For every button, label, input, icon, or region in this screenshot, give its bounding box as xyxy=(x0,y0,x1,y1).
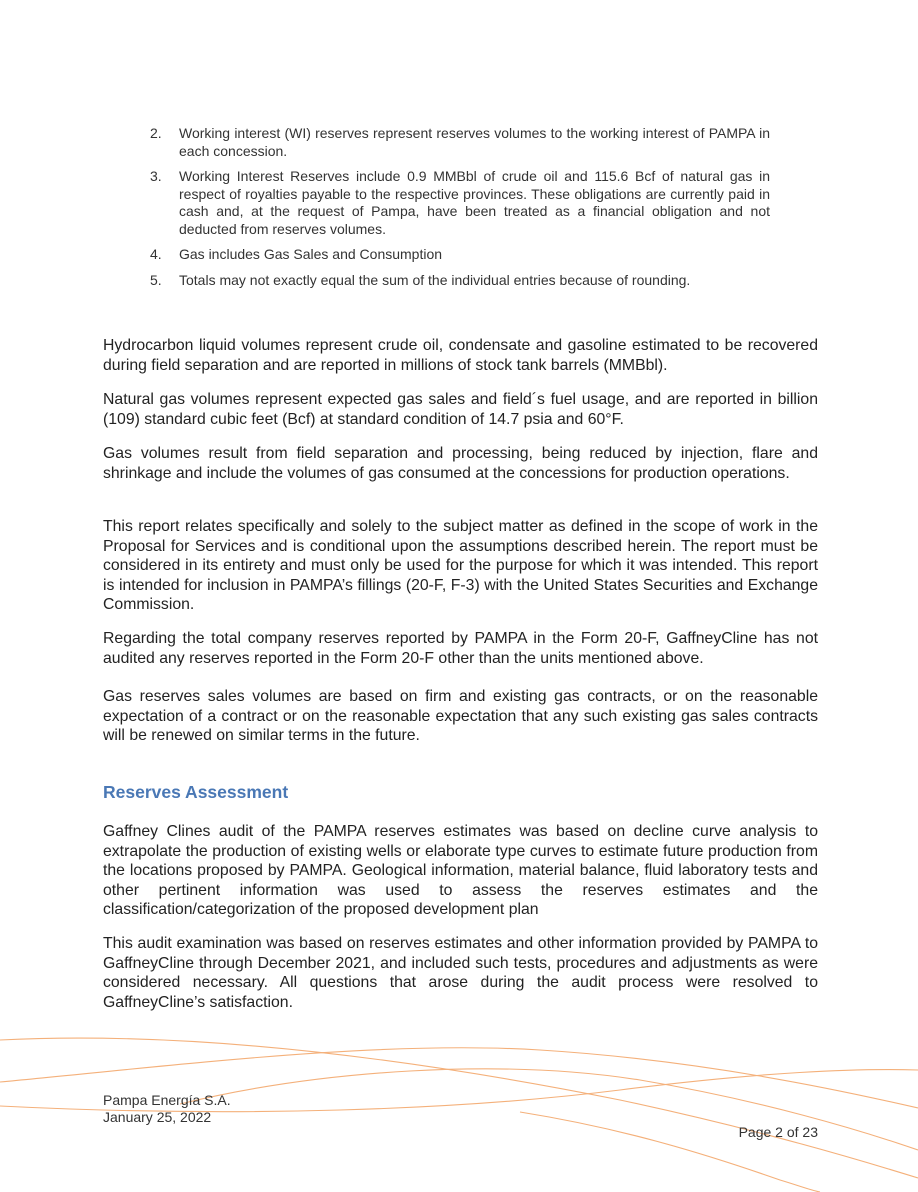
footnote-item xyxy=(150,168,770,238)
footnote-number: 2. xyxy=(150,125,162,141)
paragraph-liquid-volumes: Hydrocarbon liquid volumes represent crude oil, condensate and gasoline estimated to be recovered during field separation and are reported in millions of stock tank barrels (MMBbl). xyxy=(103,337,818,374)
footnote-number: 5. xyxy=(150,271,162,288)
paragraph-company-reserves: Regarding the total company reserves reported by PAMPA in the Form 20-F, GaffneyCline has not audited any reserves reported in the Form 20-F other than the units mentioned above. xyxy=(103,630,818,667)
paragraph-audit-examination: This audit examination was based on reserves estimates and other information provided by PAMPA to GaffneyCline through December 2021, and included such tests, procedures and adjustments as were considered necessary. All questions that arose during the audit process were resolved to GaffneyCline’s satisfaction. xyxy=(103,935,818,1011)
section-heading: Reserves Assessment xyxy=(103,782,289,802)
footer-company-info xyxy=(103,1092,231,1126)
footnote-number: 4. xyxy=(150,246,162,262)
footer-date: January 25, 2022 xyxy=(103,1109,212,1125)
paragraph-gas-volumes: Natural gas volumes represent expected gas sales and field´s fuel usage, and are reported in billion (109) standard cubic feet (Bcf) at standard condition of 14.7 psia and 60°F. xyxy=(103,391,818,428)
paragraph-report-scope: This report relates specifically and solely to the subject matter as defined in the scope of work in the Proposal for Services and is conditional upon the assumptions described herein. The report must be considered in its entirety and must only be used for the purpose for which it was intended. This report is intended for inclusion in PAMPA’s fillings (20-F, F-3) with the United States Securities and Exchange Commission. xyxy=(103,518,818,614)
footnote-text: Working Interest Reserves include 0.9 MMBbl of crude oil and 115.6 Bcf of natural gas in respect of royalties payable to the respective provinces. These obligations are currently paid in cash and, at the request of Pampa, have been treated as a financial obligation and not deducted from reserves volumes. xyxy=(179,168,770,237)
footer-company: Pampa Energía S.A. xyxy=(103,1092,231,1108)
footnotes-list xyxy=(150,125,770,297)
footnote-number: 3. xyxy=(150,168,162,184)
footnote-text: Gas includes Gas Sales and Consumption xyxy=(179,246,443,262)
paragraph-gas-separation: Gas volumes result from field separation and processing, being reduced by injection, flare and shrinkage and include the volumes of gas consumed at the concessions for production operations. xyxy=(103,445,818,482)
page-number: Page 2 of 23 xyxy=(738,1124,818,1140)
footnote-item xyxy=(150,246,770,264)
paragraph-gas-contracts: Gas reserves sales volumes are based on firm and existing gas contracts, or on the reasonable expectation of a contract or on the reasonable expectation that any such existing gas sales contracts will be renewed on similar terms in the future. xyxy=(103,688,818,745)
paragraph-audit-method: Gaffney Clines audit of the PAMPA reserves estimates was based on decline curve analysis to extrapolate the production of existing wells or elaborate type curves to estimate future production from the locations proposed by PAMPA. Geological information, material balance, fluid laboratory tests and other pertinent information was used to assess the reserves estimates and the classification/categorization of the proposed development plan xyxy=(103,823,818,919)
footnote-text: Working interest (WI) reserves represent reserves volumes to the working interest of PAMPA in each concession. xyxy=(179,125,770,159)
footnote-item xyxy=(150,272,770,290)
footnote-item xyxy=(150,125,770,160)
footnote-text: Totals may not exactly equal the sum of the individual entries because of rounding. xyxy=(179,271,691,288)
